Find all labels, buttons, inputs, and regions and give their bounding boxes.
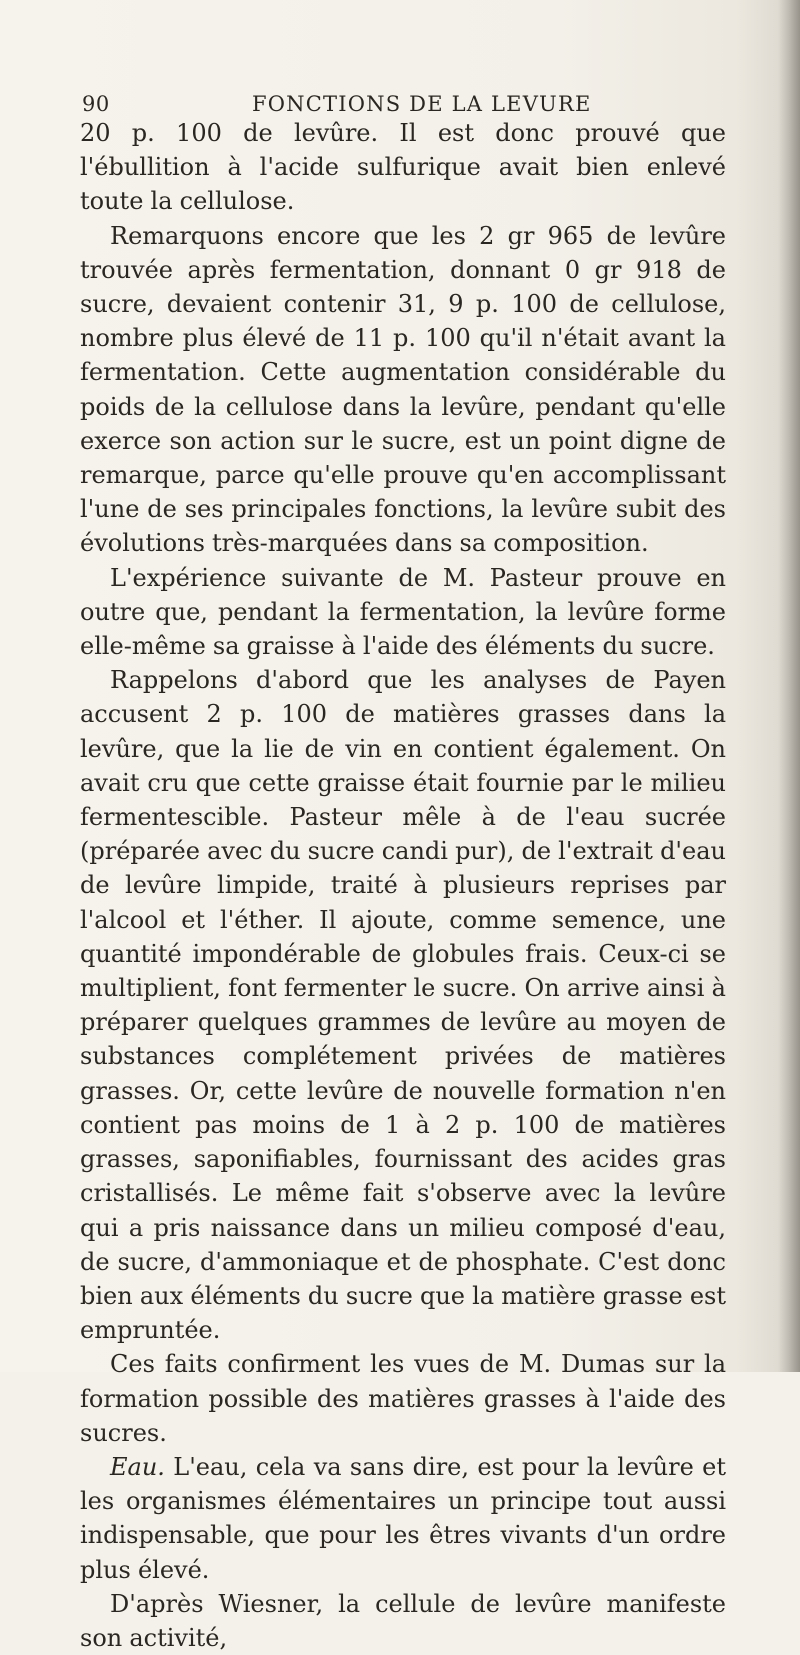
- eau-text: L'eau, cela va sans dire, est pour la levûre et les organismes élémentaires un principe tout aussi indispensable, que pour les êtres vivants d'un ordre plus élevé.: [80, 1452, 726, 1584]
- running-title: FONCTIONS DE LA LEVURE: [252, 92, 592, 116]
- paragraph-cellulose: Remarquons encore que les 2 gr 965 de levûre trouvée après fermentation, donnant 0 gr 918 de sucre, devaient contenir 31, 9 p. 100 de cellulose, nombre plus élevé de 11 p. 100 qu'il n'était avant la fermentation. Cette augmentation considérable du poids de la cellulose dans la levûre, pendant qu'elle exerce son action sur le sucre, est un point digne de remarque, parce qu'elle prouve qu'en accomplissant l'une de ses principales fonctions, la levûre subit des évolutions très-marquées dans sa composition.: [80, 221, 726, 558]
- paragraph-pasteur-experiment: L'expérience suivante de M. Pasteur prouve en outre que, pendant la fermentation, la levûre forme elle-même sa graisse à l'aide des éléments du sucre.: [80, 563, 726, 661]
- eau-lead: Eau.: [110, 1452, 165, 1481]
- body-text: [80, 116, 726, 1655]
- page-edge-shadow: [778, 0, 800, 1372]
- paragraph-dumas: Ces faits confirment les vues de M. Dumas sur la formation possible des matières grasses à l'aide des sucres.: [80, 1350, 726, 1447]
- paragraph-wiesner: D'après Wiesner, la cellule de levûre manifeste son activité,: [80, 1589, 726, 1652]
- paragraph-continuation: 20 p. 100 de levûre. Il est donc prouvé que l'ébullition à l'acide sulfurique avait bien enlevé toute la cellulose.: [80, 119, 726, 216]
- page-number: 90: [82, 92, 110, 116]
- paragraph-payen-analyses: Rappelons d'abord que les analyses de Payen accusent 2 p. 100 de matières grasses dans la levûre, que la lie de vin en contient également. On avait cru que cette graisse était fournie par le milieu fermentescible. Pasteur mêle à de l'eau sucrée (préparée avec du sucre candi pur), de l'extrait d'eau de levûre limpide, traité à plusieurs reprises par l'alcool et l'éther. Il ajoute, comme semence, une quantité impondérable de globules frais. Ceux-ci se multiplient, font fermenter le sucre. On arrive ainsi à préparer quelques grammes de levûre au moyen de substances complétement privées de matières grasses. Or, cette levûre de nouvelle formation n'en contient pas moins de 1 à 2 p. 100 de matières grasses, saponifiables, fournissant des acides gras cristallisés. Le même fait s'observe avec la levûre qui a pris naissance dans un milieu composé d'eau, de sucre, d'ammoniaque et de phosphate. C'est donc bien aux éléments du sucre que la matière grasse est empruntée.: [80, 666, 726, 1345]
- paragraph-eau: [80, 1450, 726, 1587]
